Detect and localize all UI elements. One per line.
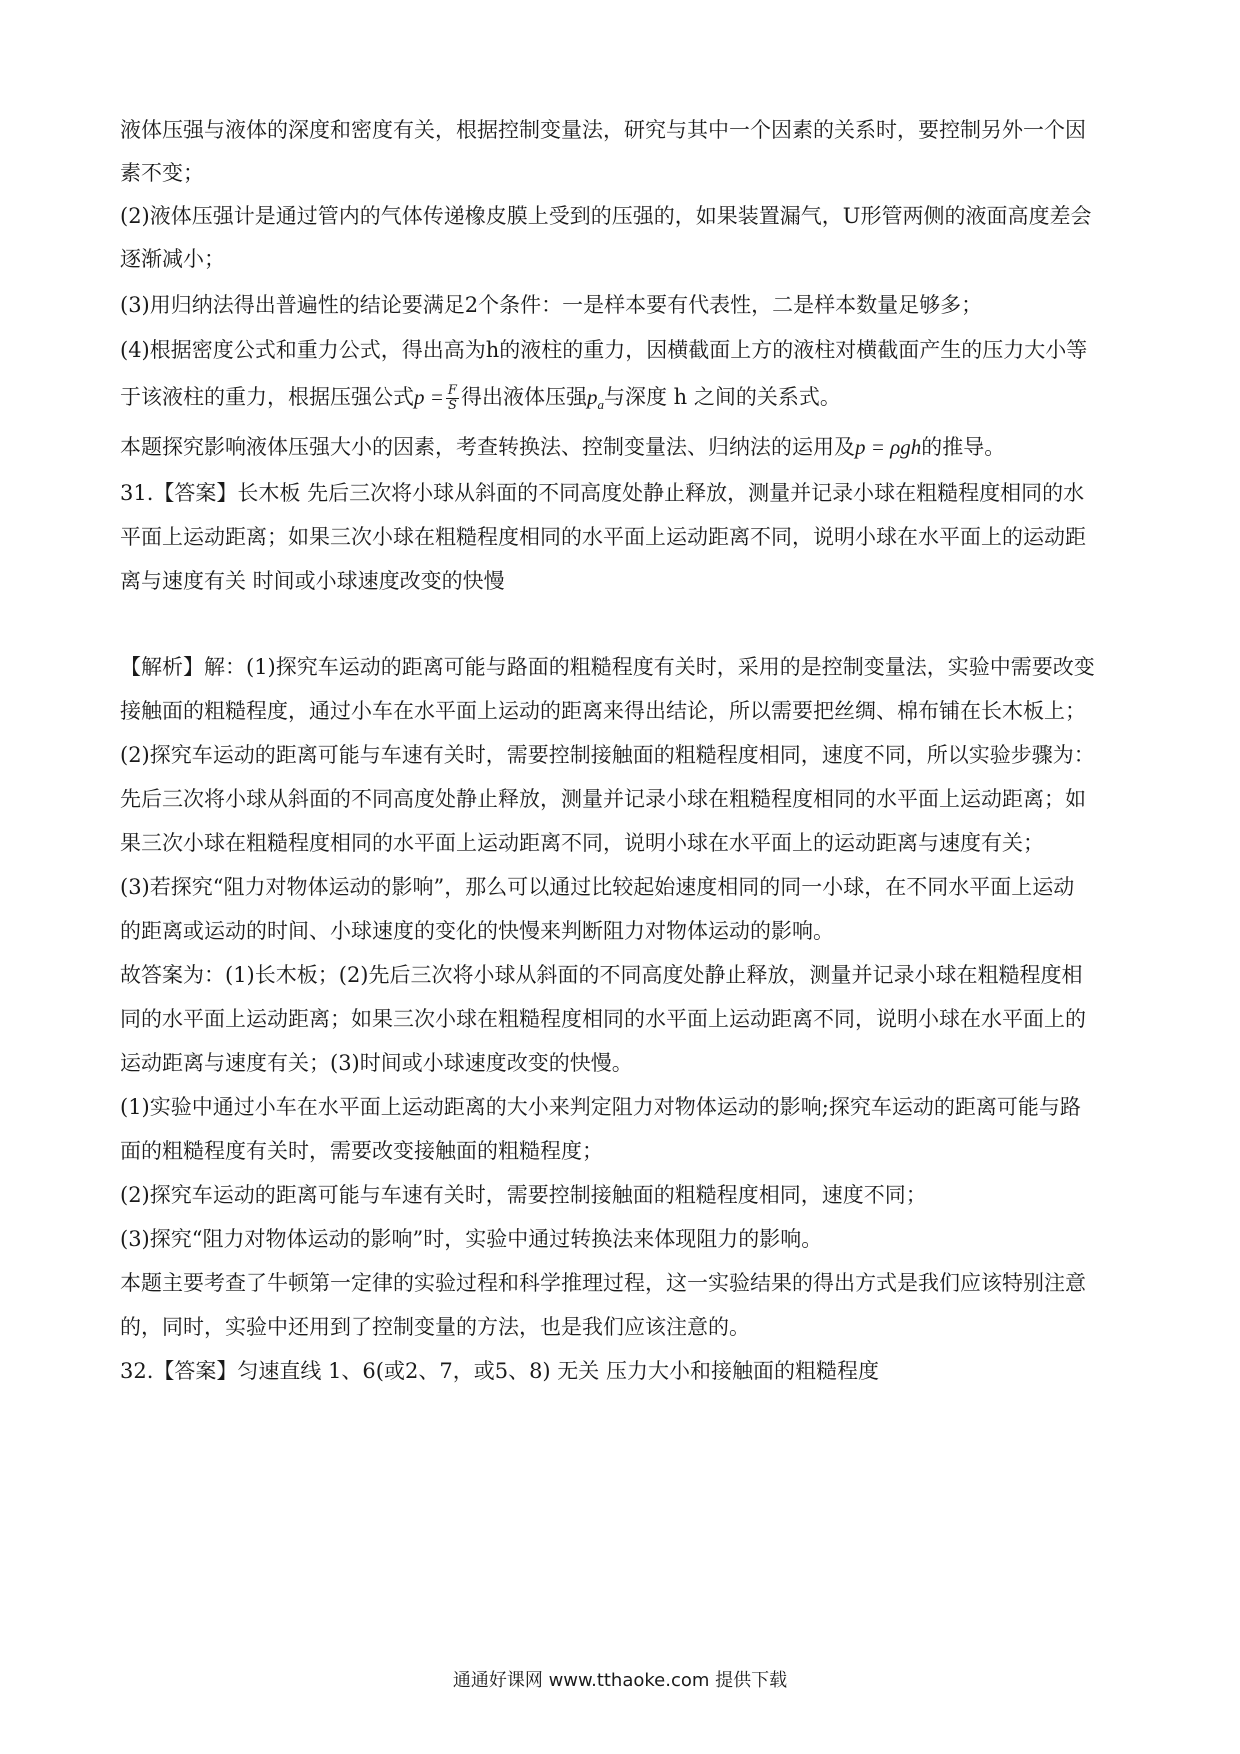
text-line: (2)液体压强计是通过管内的气体传递橡皮膜上受到的压强的，如果装置漏气，U形管两侧的液面高度差会 <box>120 204 1092 228</box>
text-segment: 本题探究影响液体压强大小的因素，考查转换法、控制变量法、归纳法的运用及 <box>120 435 855 459</box>
text-line: 果三次小球在粗糙程度相同的水平面上运动距离不同，说明小球在水平面上的运动距离与速度有关； <box>120 831 1044 855</box>
text-segment: 的推导。 <box>921 435 1006 459</box>
answer-31-line: 31.【答案】长木板 先后三次将小球从斜面的不同高度处静止释放，测量并记录小球在粗糙程度相同的水 <box>120 481 1085 505</box>
text-line: (4)根据密度公式和重力公式，得出高为h的液柱的重力，因横截面上方的液柱对横截面产生的压力大小等 <box>120 338 1088 362</box>
text-line: 同的水平面上运动距离；如果三次小球在粗糙程度相同的水平面上运动距离不同，说明小球在水平面上的 <box>120 1007 1086 1031</box>
text-line: 本题主要考查了牛顿第一定律的实验过程和科学推理过程，这一实验结果的得出方式是我们应该特别注意 <box>120 1271 1086 1295</box>
pressure-symbol: p <box>586 385 598 409</box>
pressure-subscript: a <box>597 397 604 413</box>
formula-mid: 得出液体压强 <box>460 385 587 409</box>
text-line: 平面上运动距离；如果三次小球在粗糙程度相同的水平面上运动距离不同，说明小球在水平面上的运动距 <box>120 525 1086 549</box>
text-line: 面的粗糙程度有关时，需要改变接触面的粗糙程度； <box>120 1139 603 1163</box>
fraction-denominator: S <box>447 398 457 413</box>
text-line: 先后三次将小球从斜面的不同高度处静止释放，测量并记录小球在粗糙程度相同的水平面上运动距离；如 <box>120 787 1086 811</box>
page-footer: 通通好课网 www.tthaoke.com 提供下载 <box>452 1670 788 1691</box>
formula-suffix: 与深度 h 之间的关系式。 <box>603 385 841 409</box>
pressure-formula-lhs: p = <box>414 385 444 409</box>
text-line: 的，同时，实验中还用到了控制变量的方法，也是我们应该注意的。 <box>120 1315 750 1339</box>
text-line: (3)若探究“阻力对物体运动的影响”，那么可以通过比较起始速度相同的同一小球，在不同水平面上运动 <box>120 875 1075 899</box>
text-line: 故答案为：(1)长木板；(2)先后三次将小球从斜面的不同高度处静止释放，测量并记录小球在粗糙程度相 <box>120 963 1083 987</box>
text-line: 离与速度有关 时间或小球速度改变的快慢 <box>120 569 505 593</box>
text-line <box>120 432 1130 462</box>
answer-32-line: 32.【答案】匀速直线 1、6(或2、7，或5、8) 无关 压力大小和接触面的粗糙程度 <box>120 1359 879 1383</box>
text-line: (3)探究“阻力对物体运动的影响”时，实验中通过转换法来体现阻力的影响。 <box>120 1227 823 1251</box>
text-line: (3)用归纳法得出普遍性的结论要满足2个条件：一是样本要有代表性，二是样本数量足够多； <box>120 293 983 317</box>
tail-formula: p = ρgh <box>855 435 922 459</box>
text-line: 液体压强与液体的深度和密度有关，根据控制变量法，研究与其中一个因素的关系时，要控制另外一个因 <box>120 118 1086 142</box>
analysis-line: 【解析】解：(1)探究车运动的距离可能与路面的粗糙程度有关时，采用的是控制变量法，实验中需要改变 <box>120 655 1095 679</box>
formula-prefix: 于该液柱的重力，根据压强公式 <box>120 385 414 409</box>
text-line: (2)探究车运动的距离可能与车速有关时，需要控制接触面的粗糙程度相同，速度不同； <box>120 1183 927 1207</box>
fraction <box>446 384 459 413</box>
text-line: 的距离或运动的时间、小球速度的变化的快慢来判断阻力对物体运动的影响。 <box>120 919 834 943</box>
text-line: 素不变； <box>120 161 204 185</box>
text-line: 接触面的粗糙程度，通过小车在水平面上运动的距离来得出结论，所以需要把丝绸、棉布铺在长木板上； <box>120 699 1086 723</box>
text-line: (2)探究车运动的距离可能与车速有关时，需要控制接触面的粗糙程度相同，速度不同，所以实验步骤为： <box>120 743 1095 767</box>
text-line: (1)实验中通过小车在水平面上运动距离的大小来判定阻力对物体运动的影响;探究车运动的距离可能与路 <box>120 1095 1081 1119</box>
formula-line <box>120 382 1130 420</box>
text-line: 逐渐减小； <box>120 247 225 271</box>
text-line: 运动距离与速度有关；(3)时间或小球速度改变的快慢。 <box>120 1051 633 1075</box>
fraction-numerator: F <box>447 383 457 398</box>
